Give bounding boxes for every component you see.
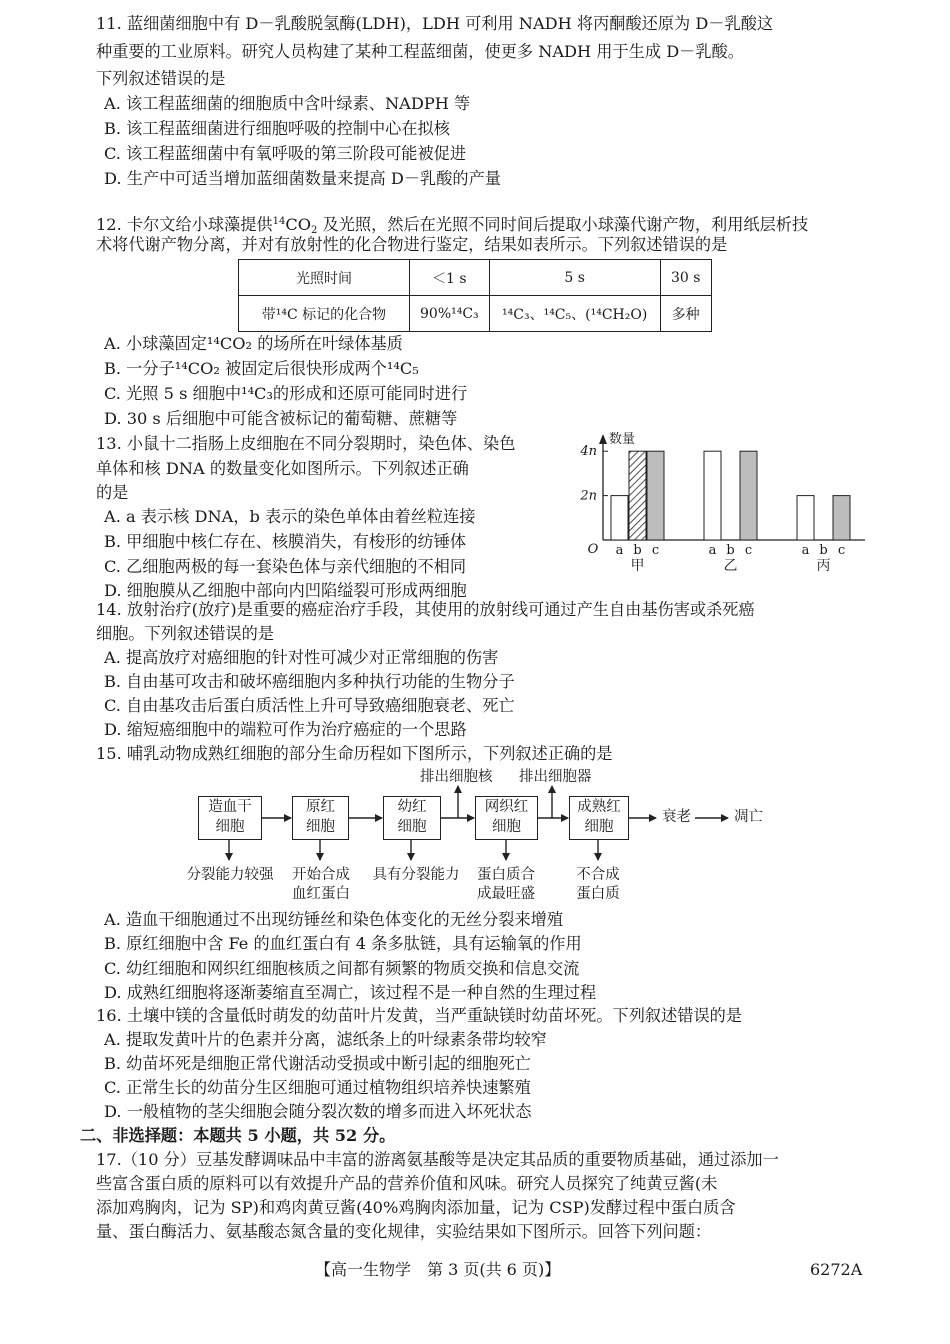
bar-letter-label: c <box>837 543 846 558</box>
bar-letter-label: b <box>726 543 735 558</box>
flow-box-proerythroblast: 原红 细胞 <box>292 796 349 840</box>
q11-option-b: B. 该工程蓝细菌进行细胞呼吸的控制中心在拟核 <box>104 119 450 138</box>
q14-option-b: B. 自由基可攻击和破坏癌细胞内多种执行功能的生物分子 <box>104 672 515 691</box>
q15-stem: 15. 哺乳动物成熟红细胞的部分生命历程如下图所示，下列叙述正确的是 <box>96 744 613 763</box>
q14-stem-line2: 细胞。下列叙述错误的是 <box>96 624 275 643</box>
q12-option-c: C. 光照 5 s 细胞中¹⁴C₃的形成和还原可能同时进行 <box>104 384 468 403</box>
flow-label-apoptosis: 凋亡 <box>734 809 763 825</box>
q11-option-a: A. 该工程蓝细菌的细胞质中含叶绿素、NADPH 等 <box>104 94 471 113</box>
q13-stem-line1: 13. 小鼠十二指肠上皮细胞在不同分裂期时，染色体、染色 <box>96 434 516 453</box>
q14-stem-line1: 14. 放射治疗(放疗)是重要的癌症治疗手段，其使用的放射线可通过产生自由基伤害或杀死癌 <box>96 600 755 619</box>
flow-box-erythroblast: 幼红 细胞 <box>383 796 441 840</box>
y-axis-label: 数量 <box>609 432 636 447</box>
bar-letter-label: c <box>744 543 753 558</box>
bar-letter-label: a <box>708 543 717 558</box>
bar-letter-label: a <box>801 543 810 558</box>
category-label: 甲 <box>630 558 645 574</box>
y-tick-label: 2n <box>580 488 597 504</box>
flow-box-mature-rbc: 成熟红 细胞 <box>569 796 629 840</box>
q15-option-d: D. 成熟红细胞将逐渐萎缩直至凋亡，该过程不是一种自然的生理过程 <box>104 983 597 1002</box>
flow-box-reticulocyte: 网织红 细胞 <box>475 796 538 840</box>
table-cell: ¹⁴C₃、¹⁴C₅、(¹⁴CH₂O) <box>489 296 660 332</box>
q11-stem-line1: 11. 蓝细菌细胞中有 D－乳酸脱氢酶(LDH)，LDH 可利用 NADH 将丙酮酸还原为 D－乳酸这 <box>96 14 774 33</box>
flow-label-expel-nucleus: 排出细胞核 <box>420 769 493 785</box>
flow-note: 分裂能力较强 <box>186 867 274 883</box>
q14-option-d: D. 缩短癌细胞中的端粒可作为治疗癌症的一个思路 <box>104 720 467 739</box>
bar-letter-label: b <box>819 543 828 558</box>
q17-stem-line4: 量、蛋白酶活力、氨基酸态氮含量的变化规律，实验结果如下图所示。回答下列问题： <box>96 1222 712 1241</box>
flow-note: 不合成 蛋白质 <box>576 867 620 902</box>
page-footer: 【高一生物学 第 3 页(共 6 页)】 <box>315 1260 561 1279</box>
q16-stem: 16. 土壤中镁的含量低时萌发的幼苗叶片发黄，当严重缺镁时幼苗坏死。下列叙述错误的是 <box>96 1006 743 1025</box>
flow-note: 开始合成 血红蛋白 <box>292 867 350 902</box>
q16-option-d: D. 一般植物的茎尖细胞会随分裂次数的增多而进入坏死状态 <box>104 1102 532 1121</box>
q14-option-a: A. 提高放疗对癌细胞的针对性可减少对正常细胞的伤害 <box>104 648 499 667</box>
q13-option-b: B. 甲细胞中核仁存在、核膜消失，有梭形的纺锤体 <box>104 532 467 551</box>
paper-code: 6272A <box>810 1260 863 1279</box>
y-tick-label: 4n <box>580 444 597 460</box>
table-cell: 5 s <box>489 260 660 296</box>
table-cell: ＜1 s <box>410 260 490 296</box>
q12-option-a: A. 小球藻固定¹⁴CO₂ 的场所在叶绿体基质 <box>104 334 403 353</box>
q11-option-c: C. 该工程蓝细菌中有氧呼吸的第三阶段可能被促进 <box>104 144 467 163</box>
table-header-time: 光照时间 <box>239 260 410 296</box>
flow-note: 具有分裂能力 <box>372 867 460 883</box>
q14-option-c: C. 自由基攻击后蛋白质活性上升可导致癌细胞衰老、死亡 <box>104 696 515 715</box>
q13-option-c: C. 乙细胞两极的每一套染色体与亲代细胞的不相同 <box>104 557 467 576</box>
q15-option-b: B. 原红细胞中含 Fe 的血红蛋白有 4 条多肽链，具有运输氧的作用 <box>104 934 582 953</box>
table-header-compound: 带¹⁴C 标记的化合物 <box>239 296 410 332</box>
q15-option-c: C. 幼红细胞和网织红细胞核质之间都有频繁的物质交换和信息交流 <box>104 959 580 978</box>
table-cell: 90%¹⁴C₃ <box>410 296 490 332</box>
q13-stem-line3: 的是 <box>96 483 129 502</box>
flow-note: 蛋白质合 成最旺盛 <box>477 867 535 902</box>
q12-stem-line1: 12. 卡尔文给小球藻提供$^{14}CO_2$ 及光照，然后在光照不同时间后提取小球藻代谢产物，利用纸层析技 <box>96 215 809 236</box>
flow-label-expel-organelles: 排出细胞器 <box>519 769 592 785</box>
q11-option-d: D. 生产中可适当增加蓝细菌数量来提高 D－乳酸的产量 <box>104 169 501 188</box>
origin-label: O <box>587 542 599 557</box>
q13-option-d: D. 细胞膜从乙细胞中部向内凹陷缢裂可形成两细胞 <box>104 581 467 600</box>
bar-letter-label: a <box>615 543 624 558</box>
q16-option-b: B. 幼苗坏死是细胞正常代谢活动受损或中断引起的细胞死亡 <box>104 1054 531 1073</box>
q11-stem-line3: 下列叙述错误的是 <box>96 69 226 88</box>
section-heading: 二、非选择题：本题共 5 小题，共 52 分。 <box>80 1126 396 1145</box>
category-label: 乙 <box>723 558 738 574</box>
q12-stem-line2: 术将代谢产物分离，并对有放射性的化合物进行鉴定，结果如表所示。下列叙述错误的是 <box>96 235 728 254</box>
q11-stem-line2: 种重要的工业原料。研究人员构建了某种工程蓝细菌，使更多 NADH 用于生成 D－乳酸。 <box>96 42 744 61</box>
flow-label-aging: 衰老 <box>662 809 691 825</box>
q13-stem-line2: 单体和核 DNA 的数量变化如图所示。下列叙述正确 <box>96 459 469 478</box>
q12-option-b: B. 一分子¹⁴CO₂ 被固定后很快形成两个¹⁴C₅ <box>104 359 419 378</box>
q17-stem-line2: 些富含蛋白质的原料可以有效提升产品的营养价值和风味。研究人员探究了纯黄豆酱(未 <box>96 1174 718 1193</box>
q17-stem-line1: 17.（10 分）豆基发酵调味品中丰富的游离氨基酸等是决定其品质的重要物质基础，通过添加一 <box>96 1150 779 1169</box>
q17-stem-line3: 添加鸡胸肉，记为 SP)和鸡肉黄豆酱(40%鸡胸肉添加量，记为 CSP)发酵过程中蛋白质含 <box>96 1198 736 1217</box>
bar-letter-label: b <box>633 543 642 558</box>
q12-option-d: D. 30 s 后细胞中可能含被标记的葡萄糖、蔗糖等 <box>104 409 458 428</box>
table-cell: 30 s <box>660 260 711 296</box>
category-label: 丙 <box>816 558 831 574</box>
q13-option-a: A. a 表示核 DNA，b 表示的染色单体由着丝粒连接 <box>104 507 476 526</box>
flow-box-hsc: 造血干 细胞 <box>198 796 262 840</box>
table-cell: 多种 <box>660 296 711 332</box>
q16-option-c: C. 正常生长的幼苗分生区细胞可通过植物组织培养快速繁殖 <box>104 1078 531 1097</box>
q15-option-a: A. 造血干细胞通过不出现纺锤丝和染色体变化的无丝分裂来增殖 <box>104 910 564 929</box>
q16-option-a: A. 提取发黄叶片的色素并分离，滤纸条上的叶绿素条带均较窄 <box>104 1030 547 1049</box>
bar-letter-label: c <box>651 543 660 558</box>
